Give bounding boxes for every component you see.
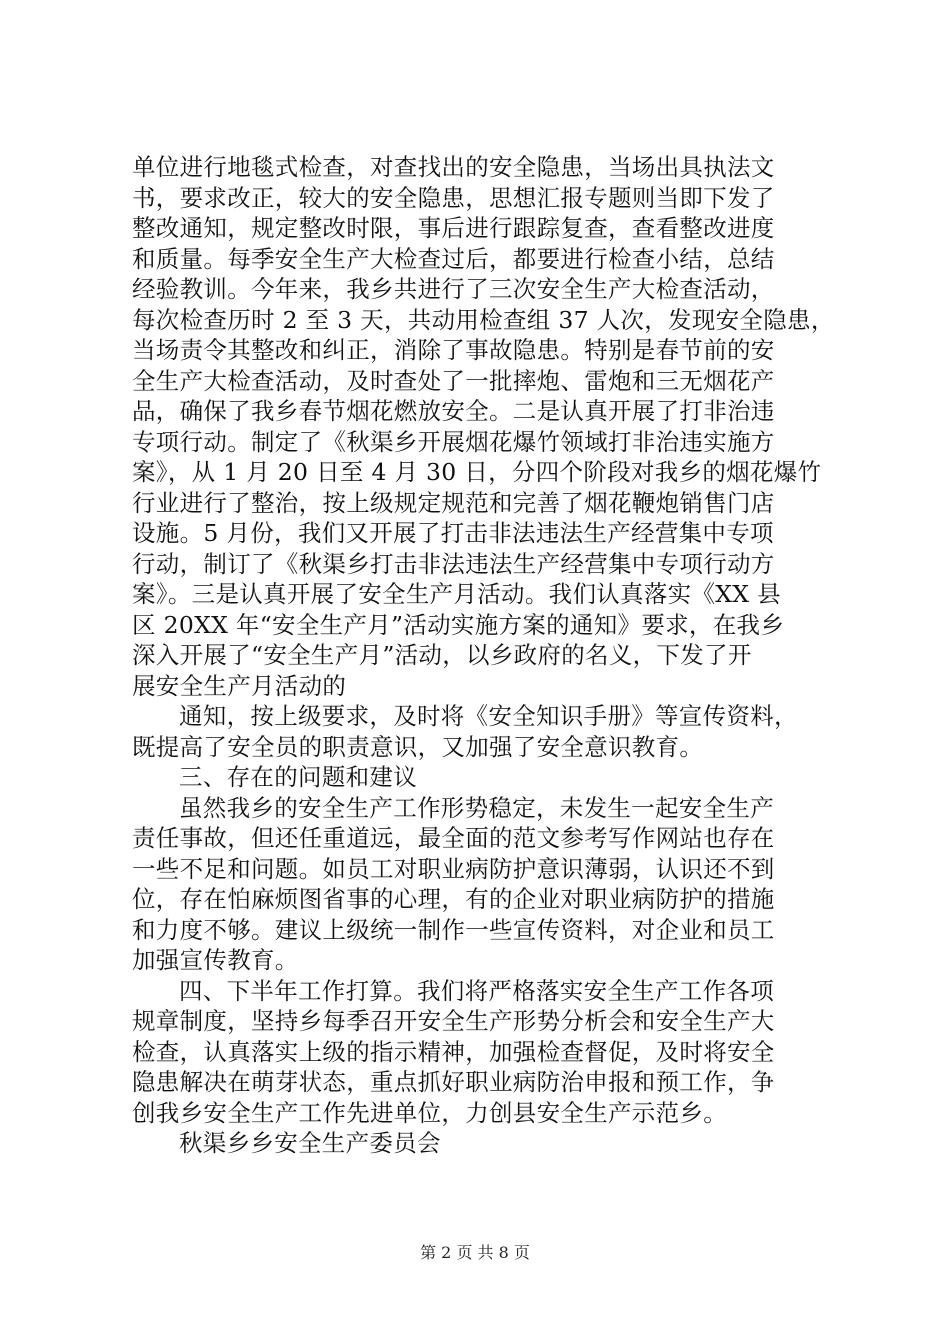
text-line: 设施。5 月份，我们又开展了打击非法违法生产经营集中专项 (132, 519, 774, 547)
text-line: 规章制度，坚持乡每季召开安全生产形势分析会和安全生产大 (132, 1007, 775, 1035)
document-body (132, 152, 835, 1159)
text-line: 通知，按上级要求，及时将《安全知识手册》等宣传资料， (179, 702, 798, 730)
text-line: 案》。三是认真开展了安全生产月活动。我们认真落实《XX 县 (132, 580, 781, 608)
text-line: 行业进行了整治，按上级规定规范和完善了烟花鞭炮销售门店 (132, 488, 775, 517)
text-line: 和质量。每季安全生产大检查过后，都要进行检查小结，总结 (132, 244, 775, 273)
text-line: 展安全生产月活动的 (132, 671, 347, 700)
text-line: 创我乡安全生产工作先进单位，力创县安全生产示范乡。 (132, 1098, 727, 1127)
text-line: 深入开展了“安全生产月”活动，以乡政府的名义，下发了开 (132, 641, 752, 669)
page-footer: 第 2 页 共 8 页 (420, 1243, 530, 1262)
text-line: 经验教训。今年来，我乡共进行了三次安全生产大检查活动， (132, 275, 775, 303)
text-line: 四、下半年工作打算。我们将严格落实安全生产工作各项 (179, 976, 774, 1005)
text-line: 当场责令其整改和纠正，消除了事故隐患。特别是春节前的安 (132, 336, 775, 364)
text-line: 检查，认真落实上级的指示精神，加强检查督促，及时将安全 (132, 1037, 775, 1066)
text-line: 秋渠乡乡安全生产委员会 (179, 1129, 441, 1157)
text-line: 加强宣传教育。 (132, 946, 299, 974)
text-line: 和力度不够。建议上级统一制作一些宣传资料，对企业和员工 (132, 915, 775, 944)
text-line: 品，确保了我乡春节烟花燃放安全。二是认真开展了打非治违 (132, 397, 775, 425)
text-line: 全生产大检查活动，及时查处了一批摔炮、雷炮和三无烟花产 (132, 366, 775, 395)
text-line: 责任事故，但还任重道远，最全面的范文参考写作网站也存在 (132, 824, 775, 852)
text-line: 一些不足和问题。如员工对职业病防护意识薄弱，认识还不到 (132, 854, 775, 883)
text-line: 案》，从 1 月 20 日至 4 月 30 日，分四个阶段对我乡的烟花爆竹 (132, 458, 822, 486)
text-line: 整改通知，规定整改时限，事后进行跟踪复查，查看整改进度 (132, 214, 775, 242)
text-line: 位，存在怕麻烦图省事的心理，有的企业对职业病防护的措施 (132, 885, 775, 913)
text-line: 单位进行地毯式检查，对查找出的安全隐患，当场出具执法文 (132, 153, 775, 181)
text-line: 三、存在的问题和建议 (179, 763, 417, 791)
text-line: 每次检查历时 2 至 3 天，共动用检查组 37 人次，发现安全隐患， (132, 305, 835, 334)
text-line: 专项行动。制定了《秋渠乡开展烟花爆竹领域打非治违实施方 (132, 427, 775, 456)
text-line: 区 20XX 年“安全生产月”活动实施方案的通知》要求，在我乡 (132, 610, 785, 639)
text-line: 虽然我乡的安全生产工作形势稳定，未发生一起安全生产 (179, 793, 774, 822)
text-line: 书，要求改正，较大的安全隐患，思想汇报专题则当即下发了 (132, 183, 775, 212)
text-line: 既提高了安全员的职责意识，又加强了安全意识教育。 (132, 732, 704, 761)
text-line: 行动，制订了《秋渠乡打击非法违法生产经营集中专项行动方 (132, 549, 775, 578)
text-line: 隐患解决在萌芽状态，重点抓好职业病防治申报和预工作，争 (132, 1068, 775, 1096)
